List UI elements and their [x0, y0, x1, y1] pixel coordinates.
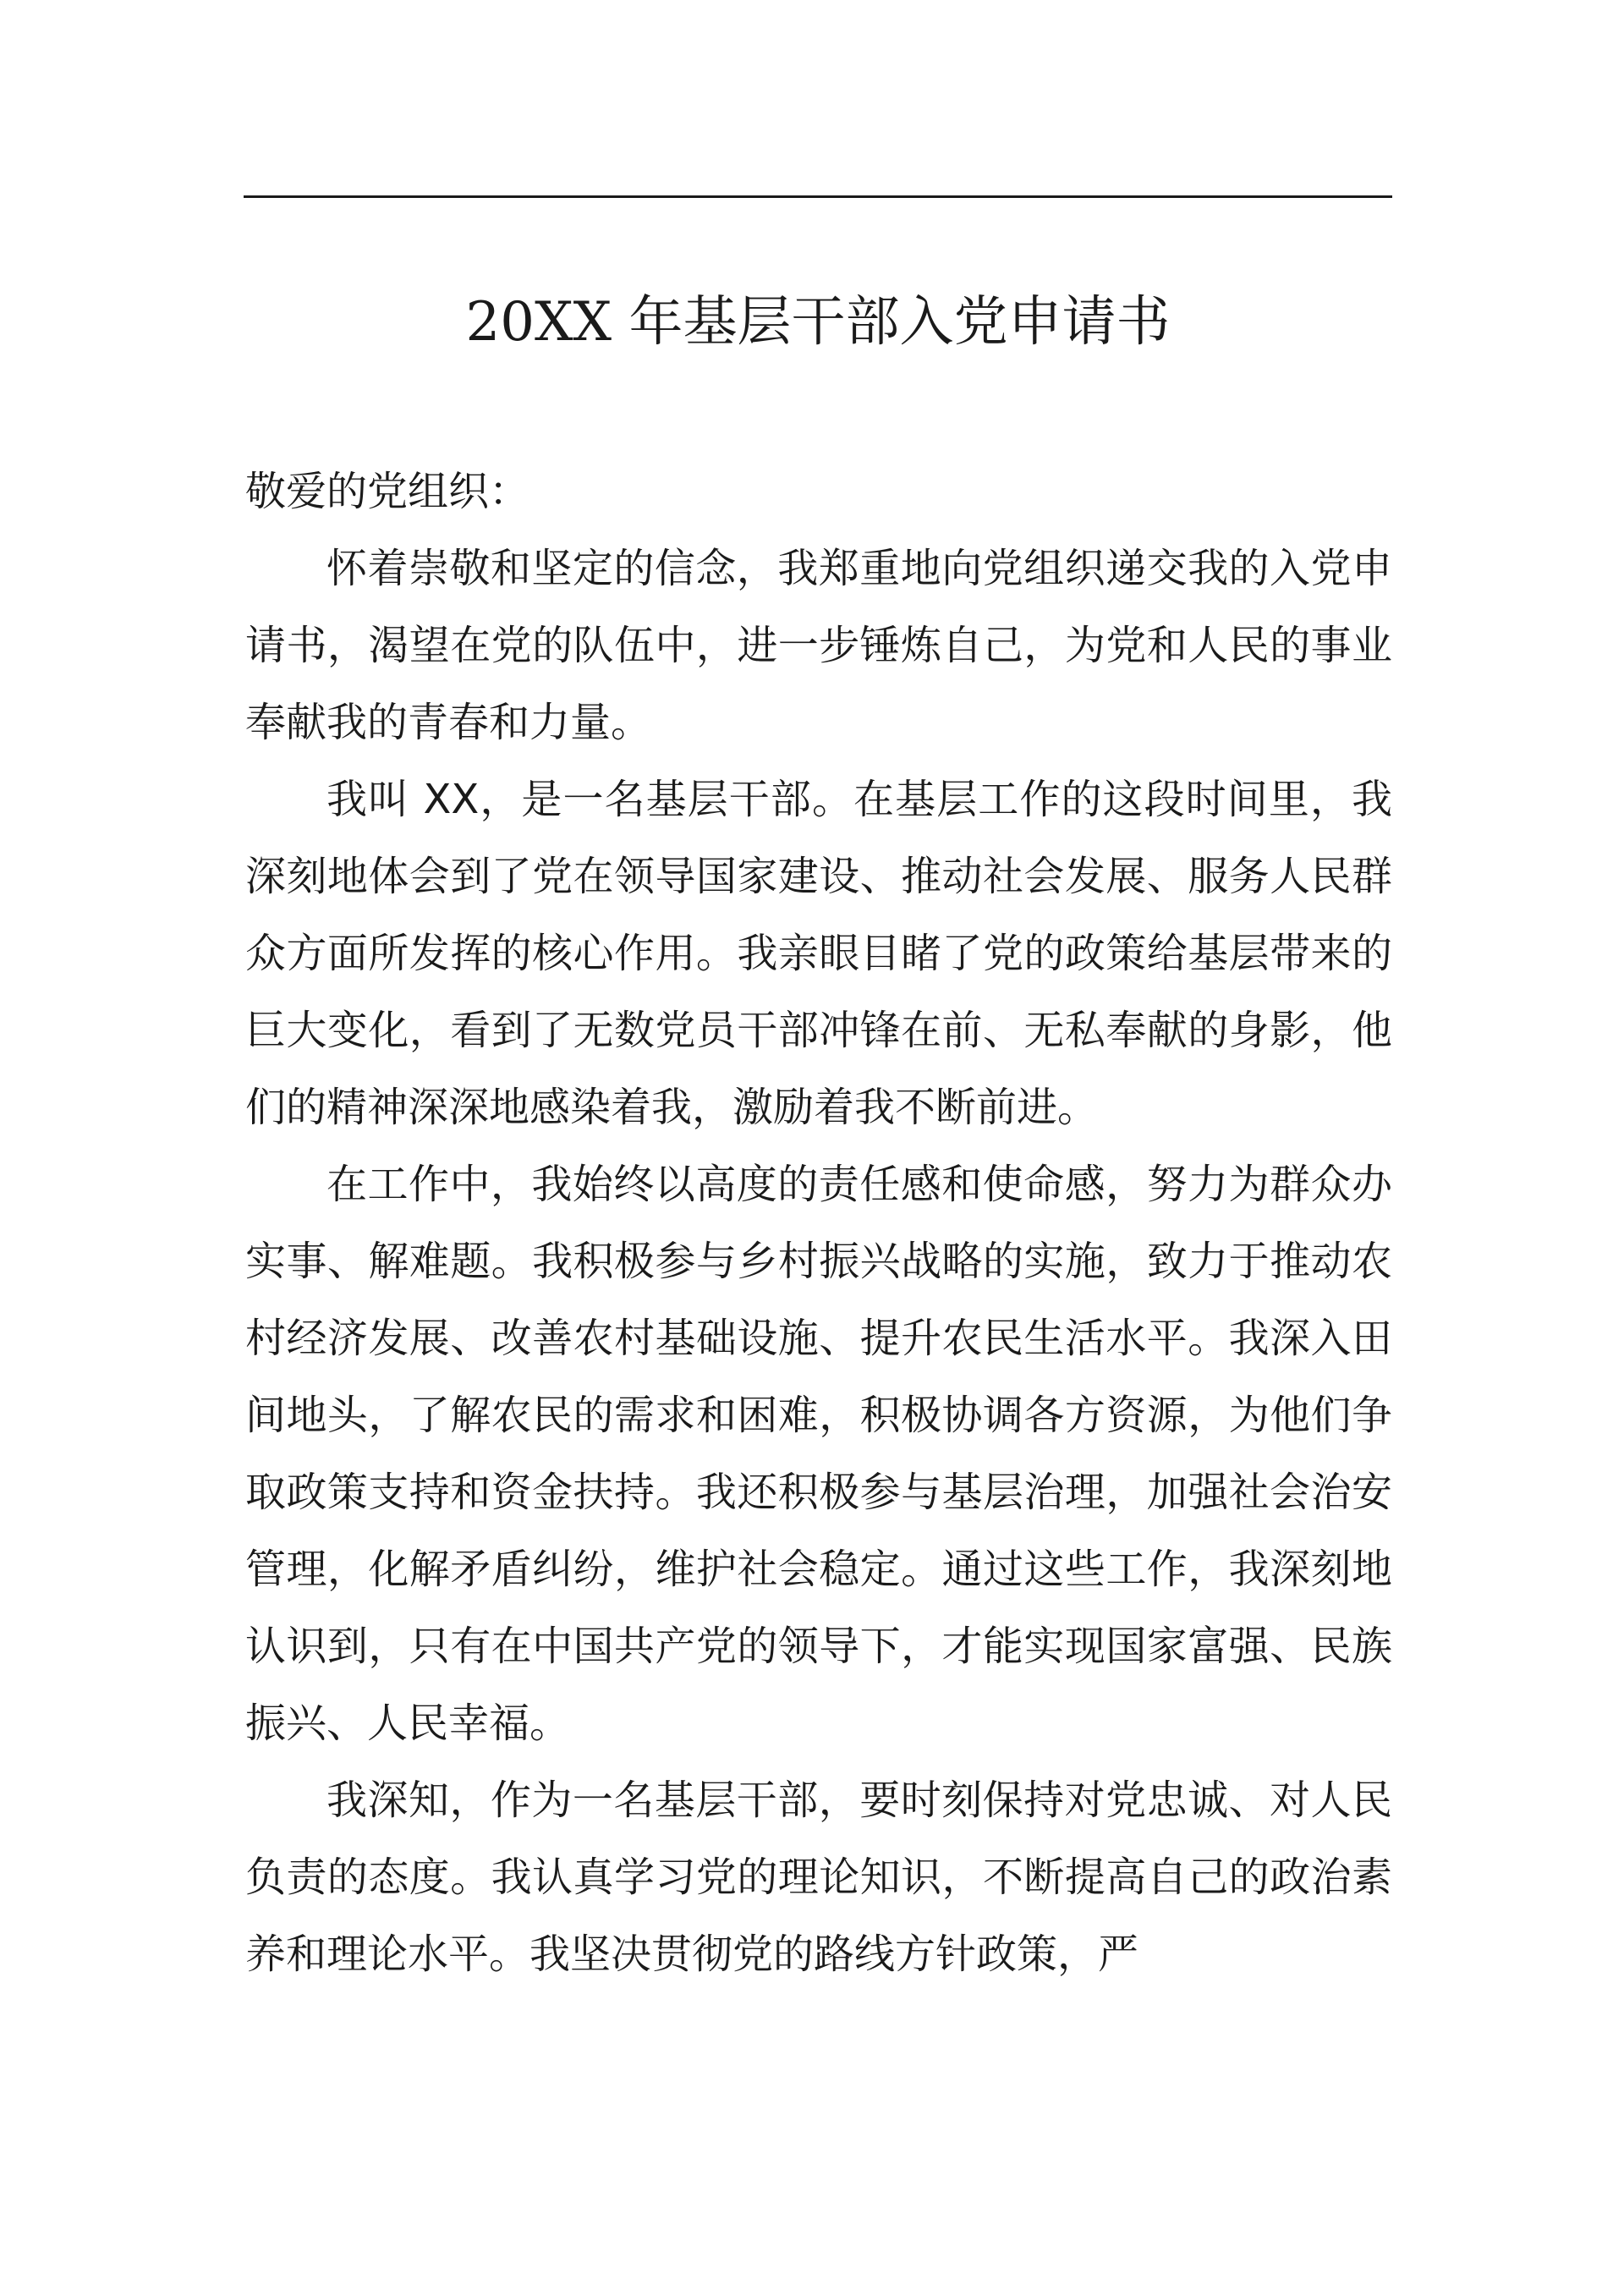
paragraph-4: 我深知，作为一名基层干部，要时刻保持对党忠诚、对人民负责的态度。我认真学习党的理论知识，不断提高自己的政治素养和理论水平。我坚决贯彻党的路线方针政策，严 [245, 1777, 1392, 1978]
paragraph-1: 怀着崇敬和坚定的信念，我郑重地向党组织递交我的入党申请书，渴望在党的队伍中，进一步锤炼自己，为党和人民的事业奉献我的青春和力量。 [245, 545, 1392, 746]
document-body [245, 453, 1392, 1993]
salutation: 敬爱的党组织： [245, 468, 530, 515]
header-divider [244, 195, 1392, 198]
paragraph-3: 在工作中，我始终以高度的责任感和使命感，努力为群众办实事、解难题。我积极参与乡村振兴战略的实施，致力于推动农村经济发展、改善农村基础设施、提升农民生活水平。我深入田间地头，了解农民的需求和困难，积极协调各方资源，为他们争取政策支持和资金扶持。我还积极参与基层治理，加强社会治安管理，化解矛盾纠纷，维护社会稳定。通过这些工作，我深刻地认识到，只有在中国共产党的领导下，才能实现国家富强、民族振兴、人民幸福。 [245, 1161, 1392, 1747]
paragraph-2: 我叫 XX，是一名基层干部。在基层工作的这段时间里，我深刻地体会到了党在领导国家建设、推动社会发展、服务人民群众方面所发挥的核心作用。我亲眼目睹了党的政策给基层带来的巨大变化，看到了无数党员干部冲锋在前、无私奉献的身影，他们的精神深深地感染着我，激励着我不断前进。 [245, 776, 1392, 1131]
document-title: 20XX 年基层干部入党申请书 [465, 291, 1171, 354]
